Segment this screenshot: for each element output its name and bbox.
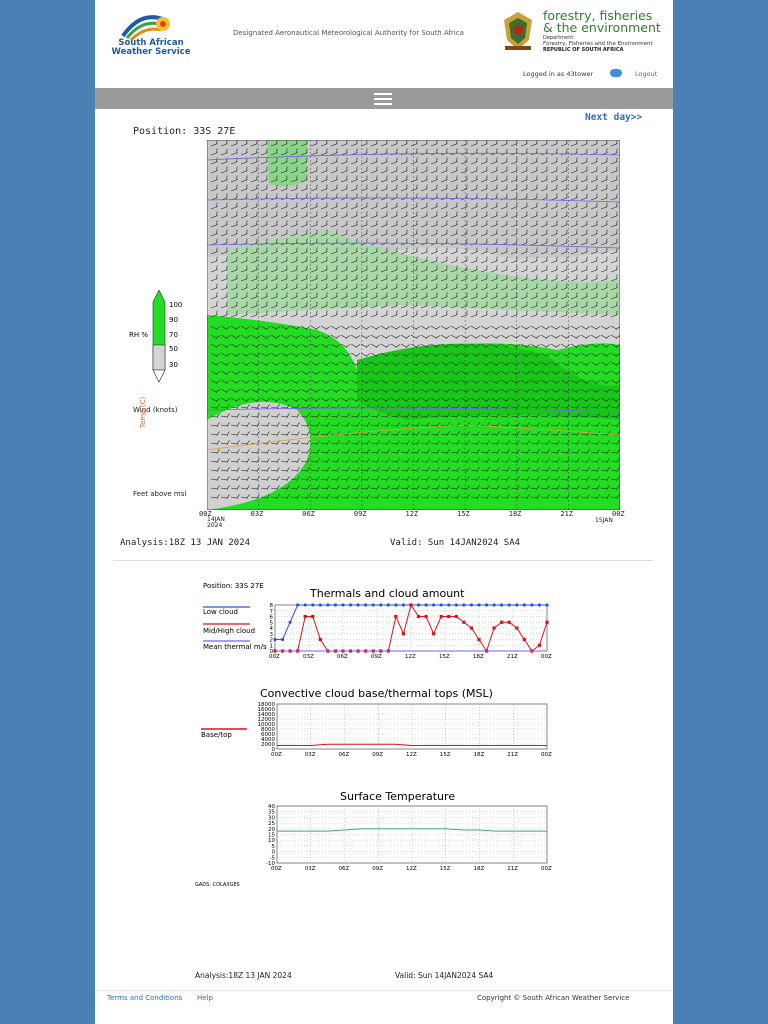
y-tick-label: 0 (271, 747, 275, 753)
x-tick-label: 15Z (439, 654, 450, 660)
y-tick-label: 12000 (257, 717, 275, 723)
x-tick-label: 00Z (541, 866, 552, 872)
x-tick-label: 09Z (372, 866, 384, 872)
y-tick-label: 2000 (261, 742, 275, 748)
rh-label: RH % (129, 331, 149, 339)
y-tick-label: 18000 (257, 702, 275, 708)
data-point (394, 615, 397, 618)
x-tick-label: 21Z (507, 866, 519, 872)
x-tick-label: 15Z (439, 752, 451, 758)
data-point (523, 603, 526, 606)
x-tick-label: 21Z (507, 654, 518, 660)
department-title-line2: & the environment (543, 20, 661, 35)
x-tick-label: 00Z (541, 752, 552, 758)
data-point (417, 603, 420, 606)
data-point (296, 603, 299, 606)
data-point (349, 603, 352, 606)
user-icon (610, 69, 622, 77)
thermals-chart (195, 578, 555, 673)
data-point (462, 621, 465, 624)
data-point (455, 615, 458, 618)
cross-x-date-end: 15JAN (595, 517, 613, 524)
y-tick-label: 15 (268, 832, 275, 839)
cross-section-chart (207, 140, 620, 510)
rh-scale-legend (125, 290, 185, 385)
data-point (485, 603, 488, 606)
cross-x-tick: 21Z (560, 510, 574, 518)
rh-tick-1: 90 (169, 316, 178, 324)
data-point (379, 603, 382, 606)
x-tick-label: 03Z (304, 866, 316, 872)
y-tick-label: 3 (269, 631, 273, 638)
analysis-text: Analysis:18Z 13 JAN 2024 (120, 538, 251, 548)
data-point (357, 603, 360, 606)
cross-x-tick: 03Z (250, 510, 264, 518)
chart-footnote: GADS: COLA/IGES (195, 882, 240, 888)
y-tick-label: 5 (271, 843, 275, 850)
data-point (364, 603, 367, 606)
x-tick-label: 18Z (473, 654, 484, 660)
temp-label: Temp (C) (139, 396, 147, 428)
data-point (545, 603, 548, 606)
y-tick-label: 8000 (261, 727, 275, 733)
y-tick-label: 2 (269, 637, 273, 644)
y-tick-label: 1 (269, 643, 273, 650)
data-point (319, 638, 322, 641)
temp-chart-title: Surface Temperature (340, 790, 456, 803)
wind-label: Wind (knots) (133, 406, 178, 414)
logout-link[interactable]: Logout (635, 70, 658, 78)
next-day-link[interactable]: Next day>> (585, 112, 643, 123)
data-point (311, 615, 314, 618)
cross-x-tick: 15Z (457, 510, 470, 518)
legend-mid-cloud: Mid/High cloud (203, 627, 256, 635)
footer-valid: Valid: Sun 14JAN2024 SA4 (395, 971, 494, 980)
data-point (372, 603, 375, 606)
rh-tick-3: 50 (169, 345, 178, 353)
department-name: Forestry, Fisheries and the Environment (543, 41, 653, 47)
cross-x-tick: 18Z (508, 510, 522, 518)
data-point (334, 603, 337, 606)
x-tick-label: 09Z (372, 752, 384, 758)
data-point (493, 603, 496, 606)
cross-x-tick: 12Z (405, 510, 419, 518)
series-line (277, 744, 547, 745)
legend-thermal: Mean thermal m/s (203, 643, 267, 651)
data-point (447, 615, 450, 618)
y-tick-label: 0 (269, 649, 273, 655)
department-label: Department: (543, 35, 575, 41)
x-tick-label: 00Z (271, 752, 282, 758)
surface-temp-chart (195, 786, 555, 896)
y-tick-label: 16000 (257, 707, 275, 713)
y-tick-label: 30 (268, 815, 275, 822)
x-tick-label: 12Z (406, 752, 417, 758)
copyright: Copyright © South African Weather Service (477, 994, 630, 1002)
data-point (432, 632, 435, 635)
data-point (273, 638, 276, 641)
data-point (417, 615, 420, 618)
data-point (447, 603, 450, 606)
valid-text: Valid: Sun 14JAN2024 SA4 (390, 538, 521, 548)
cross-x-tick: 00Z (199, 510, 212, 518)
x-tick-label: 12Z (406, 866, 417, 872)
tagline: Designated Aeronautical Meteorological Authority for South Africa (233, 29, 464, 37)
data-point (440, 615, 443, 618)
data-point (304, 603, 307, 606)
coat-of-arms-icon (497, 10, 539, 52)
page-container (95, 0, 673, 1024)
rh-tick-4: 30 (169, 361, 178, 369)
data-point (432, 603, 435, 606)
x-tick-label: 15Z (439, 866, 451, 872)
data-point (402, 632, 405, 635)
data-point (319, 603, 322, 606)
y-tick-label: 40 (268, 804, 275, 810)
data-point (515, 603, 518, 606)
y-tick-label: 14000 (257, 712, 275, 718)
cross-x-tick: 00Z (612, 510, 625, 518)
base-title: Convective cloud base/thermal tops (MSL) (260, 687, 493, 700)
data-point (477, 638, 480, 641)
help-link[interactable]: Help (197, 994, 213, 1002)
data-point (387, 603, 390, 606)
x-tick-label: 06Z (338, 752, 350, 758)
x-tick-label: 00Z (541, 654, 552, 660)
y-tick-label: -10 (266, 861, 275, 867)
data-point (402, 603, 405, 606)
x-tick-label: 06Z (337, 654, 348, 660)
data-point (477, 603, 480, 606)
data-point (281, 638, 284, 641)
x-tick-label: 18Z (473, 752, 485, 758)
x-tick-label: 00Z (271, 866, 282, 872)
data-point (409, 603, 412, 606)
x-tick-label: 18Z (473, 866, 485, 872)
y-tick-label: 20 (268, 826, 275, 833)
legend-low-cloud: Low cloud (203, 608, 238, 616)
cross-x-date-start: 14JAN 2024 (207, 516, 225, 529)
rh-tick-0: 100 (169, 301, 183, 309)
x-tick-label: 03Z (304, 752, 316, 758)
y-tick-label: 4 (269, 626, 273, 632)
y-tick-label: 10000 (257, 722, 275, 728)
y-tick-label: 25 (268, 821, 275, 828)
x-tick-label: 21Z (507, 752, 519, 758)
data-point (470, 603, 473, 606)
data-point (500, 621, 503, 624)
data-point (304, 615, 307, 618)
feet-label: Feet above msl (133, 490, 187, 498)
data-point (455, 603, 458, 606)
logo-name: South African Weather Service (111, 38, 191, 57)
y-tick-label: -5 (269, 855, 275, 862)
footer-analysis: Analysis:18Z 13 JAN 2024 (195, 971, 292, 980)
data-point (515, 626, 518, 629)
data-point (523, 638, 526, 641)
y-tick-label: 8 (269, 603, 273, 609)
x-tick-label: 06Z (338, 866, 350, 872)
data-point (545, 621, 548, 624)
divider (113, 560, 653, 561)
data-point (311, 603, 314, 606)
y-tick-label: 10 (268, 838, 275, 845)
position-label: Position: 33S 27E (133, 126, 236, 137)
department-title-line1: forestry, fisheries (543, 8, 653, 23)
y-tick-label: 0 (271, 849, 275, 856)
login-status: Logged in as 43tower (523, 70, 594, 78)
cross-x-tick: 09Z (353, 510, 367, 518)
y-tick-label: 35 (268, 809, 275, 816)
hamburger-icon[interactable] (374, 93, 392, 105)
data-point (500, 603, 503, 606)
data-point (462, 603, 465, 606)
data-point (508, 621, 511, 624)
data-point (493, 626, 496, 629)
data-point (440, 603, 443, 606)
x-tick-label: 09Z (371, 654, 382, 660)
y-tick-label: 4000 (261, 737, 275, 743)
legend-base-top: Base/top (201, 731, 232, 739)
x-tick-label: 00Z (269, 654, 280, 660)
data-point (508, 603, 511, 606)
y-tick-label: 7 (269, 608, 273, 615)
data-point (470, 626, 473, 629)
data-point (538, 603, 541, 606)
data-point (425, 603, 428, 606)
terms-link[interactable]: Terms and Conditions (107, 994, 183, 1002)
x-tick-label: 12Z (405, 654, 416, 660)
data-point (394, 603, 397, 606)
data-point (341, 603, 344, 606)
thermals-position: Position: 33S 27E (203, 582, 264, 590)
thermals-title: Thermals and cloud amount (310, 587, 465, 600)
x-tick-label: 03Z (303, 654, 314, 660)
y-tick-label: 6000 (261, 732, 275, 738)
y-tick-label: 5 (269, 620, 273, 627)
data-point (538, 644, 541, 647)
cloud-base-chart (195, 685, 555, 777)
data-point (425, 615, 428, 618)
department-country: REPUBLIC OF SOUTH AFRICA (543, 47, 624, 53)
rh-tick-2: 70 (169, 331, 178, 339)
data-point (530, 603, 533, 606)
data-point (326, 603, 329, 606)
y-tick-label: 6 (269, 614, 273, 621)
data-point (289, 621, 292, 624)
cross-x-tick: 06Z (302, 510, 315, 518)
